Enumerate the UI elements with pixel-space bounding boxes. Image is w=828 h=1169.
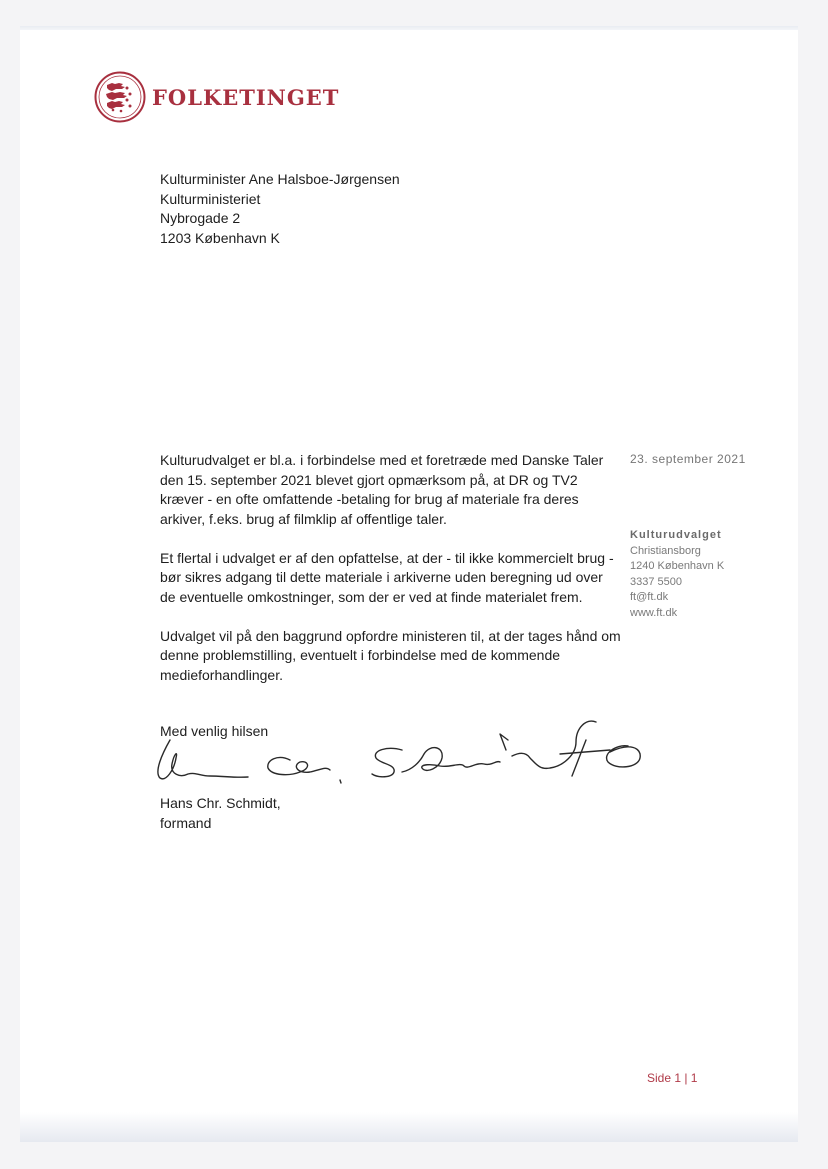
sender-org: Kulturudvalget [630,529,722,541]
sender-line: www.ft.dk [630,606,678,619]
sender-block [630,528,724,621]
sender-line: 3337 5500 [630,575,682,588]
scan-edge-bottom [20,1112,798,1142]
folketinget-logo [94,71,339,123]
signer-block [160,794,281,833]
sender-line: 1240 København K [630,560,725,572]
letter-body [160,451,622,705]
body-paragraph: Udvalget vil på den baggrund opfordre ministeren til, at der tages hånd om denne problemstilling, eventuelt i forbindelse med de kommende medieforhandlinger. [160,627,621,683]
sender-line: ft@ft.dk [630,591,669,603]
address-line: 1203 København K [160,229,280,246]
closing-salutation: Med venlig hilsen [160,723,269,739]
address-line: Nybrogade 2 [160,210,241,226]
recipient-address [160,170,400,248]
signer-title: formand [160,814,212,831]
body-paragraph: Kulturudvalget er bl.a. i forbindelse med et foretræde med Danske Taler den 15. september 2021 blevet gjort opmærksom på, at DR og TV2 kræver - en ofte omfattende -betaling for brug af materiale fra deres arkiver, f.eks. brug af filmklip af offentlige taler. [160,452,604,527]
body-paragraph: Et flertal i udvalget er af den opfattelse, at der - til ikke kommercielt brug - bør sikres adgang til dette materiale i arkiverne uden beregning ud over de eventuelle omkostninger, som der er ved at finde materialet frem. [160,549,614,605]
page-number: Side 1 | 1 [647,1071,698,1085]
handwritten-signature [140,714,650,794]
letter-date: 23. september 2021 [630,452,746,466]
sender-line: Christiansborg [630,544,701,557]
address-line: Kulturminister Ane Halsboe-Jørgensen [160,171,400,187]
coat-of-arms-icon [94,71,146,123]
signer-name: Hans Chr. Schmidt, [160,795,281,811]
logo-wordmark: FOLKETINGET [152,84,340,110]
address-line: Kulturministeriet [160,190,261,207]
